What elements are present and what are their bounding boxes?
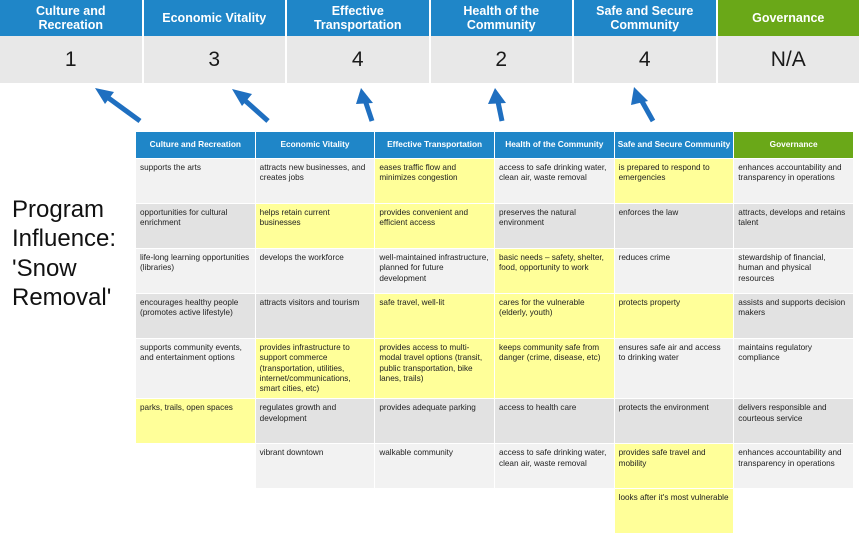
goal-header-governance: Governance bbox=[718, 0, 859, 36]
goal-header-effective-transportation: Effective Transportation bbox=[287, 0, 431, 36]
matrix-header-effective-transportation: Effective Transportation bbox=[375, 132, 495, 159]
matrix-header-safe-and-secure-community: Safe and Secure Community bbox=[614, 132, 734, 159]
matrix-cell: protects property bbox=[614, 294, 734, 339]
matrix-cell bbox=[375, 489, 495, 534]
goal-score-governance: N/A bbox=[718, 36, 859, 83]
matrix-cell: attracts visitors and tourism bbox=[255, 294, 375, 339]
matrix-cell: attracts new businesses, and creates jobs bbox=[255, 159, 375, 204]
arrow-up-4 bbox=[488, 88, 506, 121]
matrix-cell bbox=[136, 444, 256, 489]
program-influence-caption bbox=[12, 195, 132, 312]
matrix-cell: regulates growth and development bbox=[255, 399, 375, 444]
matrix-cell: maintains regulatory compliance bbox=[734, 339, 854, 399]
table-row bbox=[136, 489, 854, 534]
matrix-cell: eases traffic flow and minimizes congestion bbox=[375, 159, 495, 204]
matrix-cell: opportunities for cultural enrichment bbox=[136, 204, 256, 249]
matrix-cell: safe travel, well-lit bbox=[375, 294, 495, 339]
matrix-header-health-of-the-community: Health of the Community bbox=[494, 132, 614, 159]
matrix-cell: provides safe travel and mobility bbox=[614, 444, 734, 489]
matrix-body bbox=[136, 159, 854, 534]
arrow-up-left-1 bbox=[95, 88, 140, 121]
caption-line-1: Program bbox=[12, 195, 132, 224]
matrix-cell: cares for the vulnerable (elderly, youth) bbox=[494, 294, 614, 339]
table-row bbox=[136, 159, 854, 204]
table-row bbox=[136, 444, 854, 489]
matrix-header-row bbox=[136, 132, 854, 159]
arrow-up-left-5 bbox=[631, 87, 653, 121]
matrix-cell: provides convenient and efficient access bbox=[375, 204, 495, 249]
caption-line-3: 'Snow bbox=[12, 254, 132, 283]
matrix-header-culture-and-recreation: Culture and Recreation bbox=[136, 132, 256, 159]
matrix-cell: attracts, develops and retains talent bbox=[734, 204, 854, 249]
matrix-cell: encourages healthy people (promotes active lifestyle) bbox=[136, 294, 256, 339]
matrix-cell: provides access to multi-modal travel options (transit, public transportation, bike lanes, trails) bbox=[375, 339, 495, 399]
caption-line-4: Removal' bbox=[12, 283, 132, 312]
strategic-goals-header-band bbox=[0, 0, 859, 83]
matrix-cell: access to health care bbox=[494, 399, 614, 444]
table-row bbox=[136, 249, 854, 294]
matrix-cell: parks, trails, open spaces bbox=[136, 399, 256, 444]
goal-header-row bbox=[0, 0, 859, 36]
matrix-cell: vibrant downtown bbox=[255, 444, 375, 489]
table-row bbox=[136, 204, 854, 249]
matrix-cell: stewardship of financial, human and physical resources bbox=[734, 249, 854, 294]
matrix-cell: walkable community bbox=[375, 444, 495, 489]
goal-score-safe-and-secure-community: 4 bbox=[574, 36, 718, 83]
matrix-cell bbox=[494, 489, 614, 534]
matrix-cell: supports community events, and entertainment options bbox=[136, 339, 256, 399]
matrix-cell: is prepared to respond to emergencies bbox=[614, 159, 734, 204]
matrix-cell: enforces the law bbox=[614, 204, 734, 249]
matrix-cell: assists and supports decision makers bbox=[734, 294, 854, 339]
goal-score-row bbox=[0, 36, 859, 83]
matrix-header-governance: Governance bbox=[734, 132, 854, 159]
matrix-cell: reduces crime bbox=[614, 249, 734, 294]
goal-score-health-of-the-community: 2 bbox=[431, 36, 575, 83]
matrix-cell: keeps community safe from danger (crime, disease, etc) bbox=[494, 339, 614, 399]
table-row bbox=[136, 294, 854, 339]
arrow-group bbox=[0, 83, 859, 133]
caption-line-2: Influence: bbox=[12, 224, 132, 253]
matrix-cell bbox=[255, 489, 375, 534]
matrix-cell: supports the arts bbox=[136, 159, 256, 204]
matrix-cell: access to safe drinking water, clean air, waste removal bbox=[494, 159, 614, 204]
matrix-cell: preserves the natural environment bbox=[494, 204, 614, 249]
goal-header-economic-vitality: Economic Vitality bbox=[144, 0, 288, 36]
matrix-cell bbox=[734, 489, 854, 534]
goal-score-economic-vitality: 3 bbox=[144, 36, 288, 83]
goal-header-culture-and-recreation: Culture and Recreation bbox=[0, 0, 144, 36]
matrix-cell: access to safe drinking water, clean air, waste removal bbox=[494, 444, 614, 489]
goal-outcomes-matrix bbox=[135, 131, 854, 534]
matrix-cell: ensures safe air and access to drinking water bbox=[614, 339, 734, 399]
matrix-cell: develops the workforce bbox=[255, 249, 375, 294]
arrow-up-3 bbox=[356, 88, 373, 121]
matrix-cell: well-maintained infrastructure, planned for future development bbox=[375, 249, 495, 294]
matrix-cell: provides infrastructure to support commerce (transportation, utilities, internet/communications, smart cities, etc) bbox=[255, 339, 375, 399]
matrix-cell: enhances accountability and transparency in operations bbox=[734, 444, 854, 489]
goal-header-health-of-the-community: Health of the Community bbox=[431, 0, 575, 36]
goal-header-safe-and-secure-community: Safe and Secure Community bbox=[574, 0, 718, 36]
matrix-cell: basic needs – safety, shelter, food, opportunity to work bbox=[494, 249, 614, 294]
matrix-cell: protects the environment bbox=[614, 399, 734, 444]
arrow-up-left-2 bbox=[232, 89, 268, 121]
goal-score-effective-transportation: 4 bbox=[287, 36, 431, 83]
matrix-cell bbox=[136, 489, 256, 534]
matrix-cell: helps retain current businesses bbox=[255, 204, 375, 249]
goal-score-culture-and-recreation: 1 bbox=[0, 36, 144, 83]
matrix-cell: enhances accountability and transparency in operations bbox=[734, 159, 854, 204]
matrix-cell: life-long learning opportunities (libraries) bbox=[136, 249, 256, 294]
matrix-cell: delivers responsible and courteous service bbox=[734, 399, 854, 444]
matrix-header-economic-vitality: Economic Vitality bbox=[255, 132, 375, 159]
table-row bbox=[136, 339, 854, 399]
matrix-cell: looks after it's most vulnerable bbox=[614, 489, 734, 534]
matrix-cell: provides adequate parking bbox=[375, 399, 495, 444]
table-row bbox=[136, 399, 854, 444]
